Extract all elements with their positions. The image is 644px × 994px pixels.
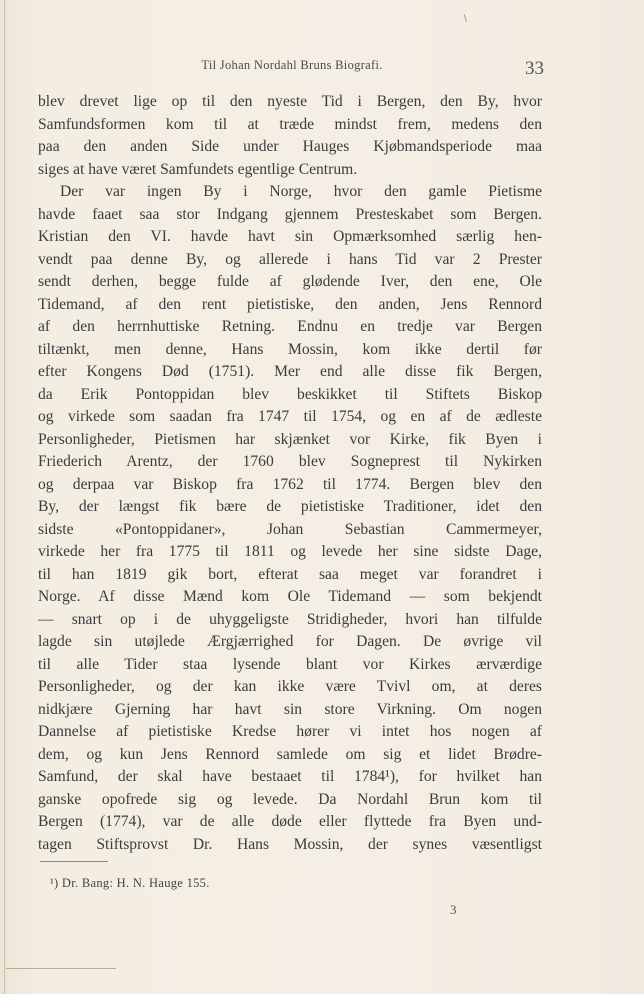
- text-line: da Erik Pontoppidan blev beskikket til Stiftets Biskop: [38, 385, 542, 403]
- text-line: ganske opofrede sig og levede. Da Nordahl Brun kom til: [38, 790, 542, 808]
- text-line: virkede her fra 1775 til 1811 og levede her sine sidste Dage,: [38, 543, 542, 560]
- text-line: Friederich Arentz, der 1760 blev Sogneprest til Nykirken: [38, 453, 542, 470]
- text-line: og virkede som saadan fra 1747 til 1754, og en af de ædleste: [38, 408, 542, 425]
- page-edge-mark: [6, 968, 116, 969]
- text-line: til han 1819 gik bort, efterat saa meget var forandret i: [38, 565, 542, 583]
- text-line: Samfund, der skal have bestaaet til 1784¹), for hvilket han: [38, 768, 542, 785]
- text-line: Samfundsformen kom til at træde mindst frem, medens den: [38, 115, 542, 133]
- text-line: sidste «Pontoppidaner», Johan Sebastian Cammermeyer,: [38, 520, 542, 538]
- text-line: dem, og kun Jens Rennord samlede om sig et lidet Brødre-: [38, 745, 542, 763]
- text-line: til alle Tider staa lysende blant vor Kirkes ærværdige: [38, 655, 542, 673]
- page-number: 33: [525, 58, 544, 79]
- signature-mark: 3: [450, 902, 457, 917]
- text-line: By, der længst fik bære de pietistiske Traditioner, idet den: [38, 498, 542, 515]
- text-line: tagen Stiftsprovst Dr. Hans Mossin, der synes væsentligst: [38, 835, 542, 853]
- text-line: — snart op i de uhyggeligste Stridigheder, hvori han tilfulde: [38, 610, 542, 628]
- text-line: Der var ingen By i Norge, hvor den gamle Pietisme: [60, 183, 542, 200]
- text-line: paa den anden Side under Hauges Kjøbmandsperiode maa: [38, 138, 542, 155]
- text-line: Kristian den VI. havde havt sin Opmærksomhed særlig hen-: [38, 228, 542, 245]
- text-line: blev drevet lige op til den nyeste Tid i Bergen, den By, hvor: [38, 93, 542, 110]
- text-line: vendt paa denne By, og allerede i hans Tid var 2 Prester: [38, 250, 542, 268]
- corner-mark: \: [464, 14, 467, 25]
- text-line: siges at have været Samfundets egentlige Centrum.: [38, 160, 358, 178]
- text-line: Tidemand, af den rent pietistiske, den anden, Jens Rennord: [38, 295, 542, 313]
- running-title: Til Johan Nordahl Bruns Biografi.: [201, 58, 383, 72]
- page-binding-edge: [4, 0, 5, 994]
- text-line: Norge. Af disse Mænd kom Ole Tidemand — som bekjendt: [38, 588, 542, 605]
- text-line: tiltænkt, men denne, Hans Mossin, kom ikke dertil før: [38, 340, 542, 358]
- text-line: Personligheder, Pietismen har skjænket vor Kirke, fik Byen i: [38, 430, 542, 448]
- text-line: nidkjære Gjerning har havt sin store Virkning. Om nogen: [38, 700, 542, 718]
- text-line: Bergen (1774), var de alle døde eller flyttede fra Byen und-: [38, 813, 542, 830]
- text-line: efter Kongens Død (1751). Mer end alle disse fik Bergen,: [38, 363, 542, 380]
- footnote: ¹) Dr. Bang: H. N. Hauge 155.: [50, 876, 210, 890]
- text-line: Personligheder, og der kan ikke være Tvivl om, at deres: [38, 678, 542, 695]
- text-line: lagde sin utøjlede Ærgjærrighed for Dagen. De øvrige vil: [38, 633, 542, 650]
- text-line: af den herrnhuttiske Retning. Endnu en tredje var Bergen: [38, 318, 542, 335]
- text-line: sendt derhen, begge fulde af glødende Iver, den ene, Ole: [38, 273, 542, 290]
- body-text: [38, 91, 542, 856]
- text-line: og derpaa var Biskop fra 1762 til 1774. Bergen blev den: [38, 475, 542, 493]
- text-line: Dannelse af pietistiske Kredse hører vi intet hos nogen af: [38, 723, 542, 740]
- text-line: havde faaet saa stor Indgang gjennem Presteskabet som Bergen.: [38, 205, 542, 223]
- footnote-divider: [40, 861, 108, 862]
